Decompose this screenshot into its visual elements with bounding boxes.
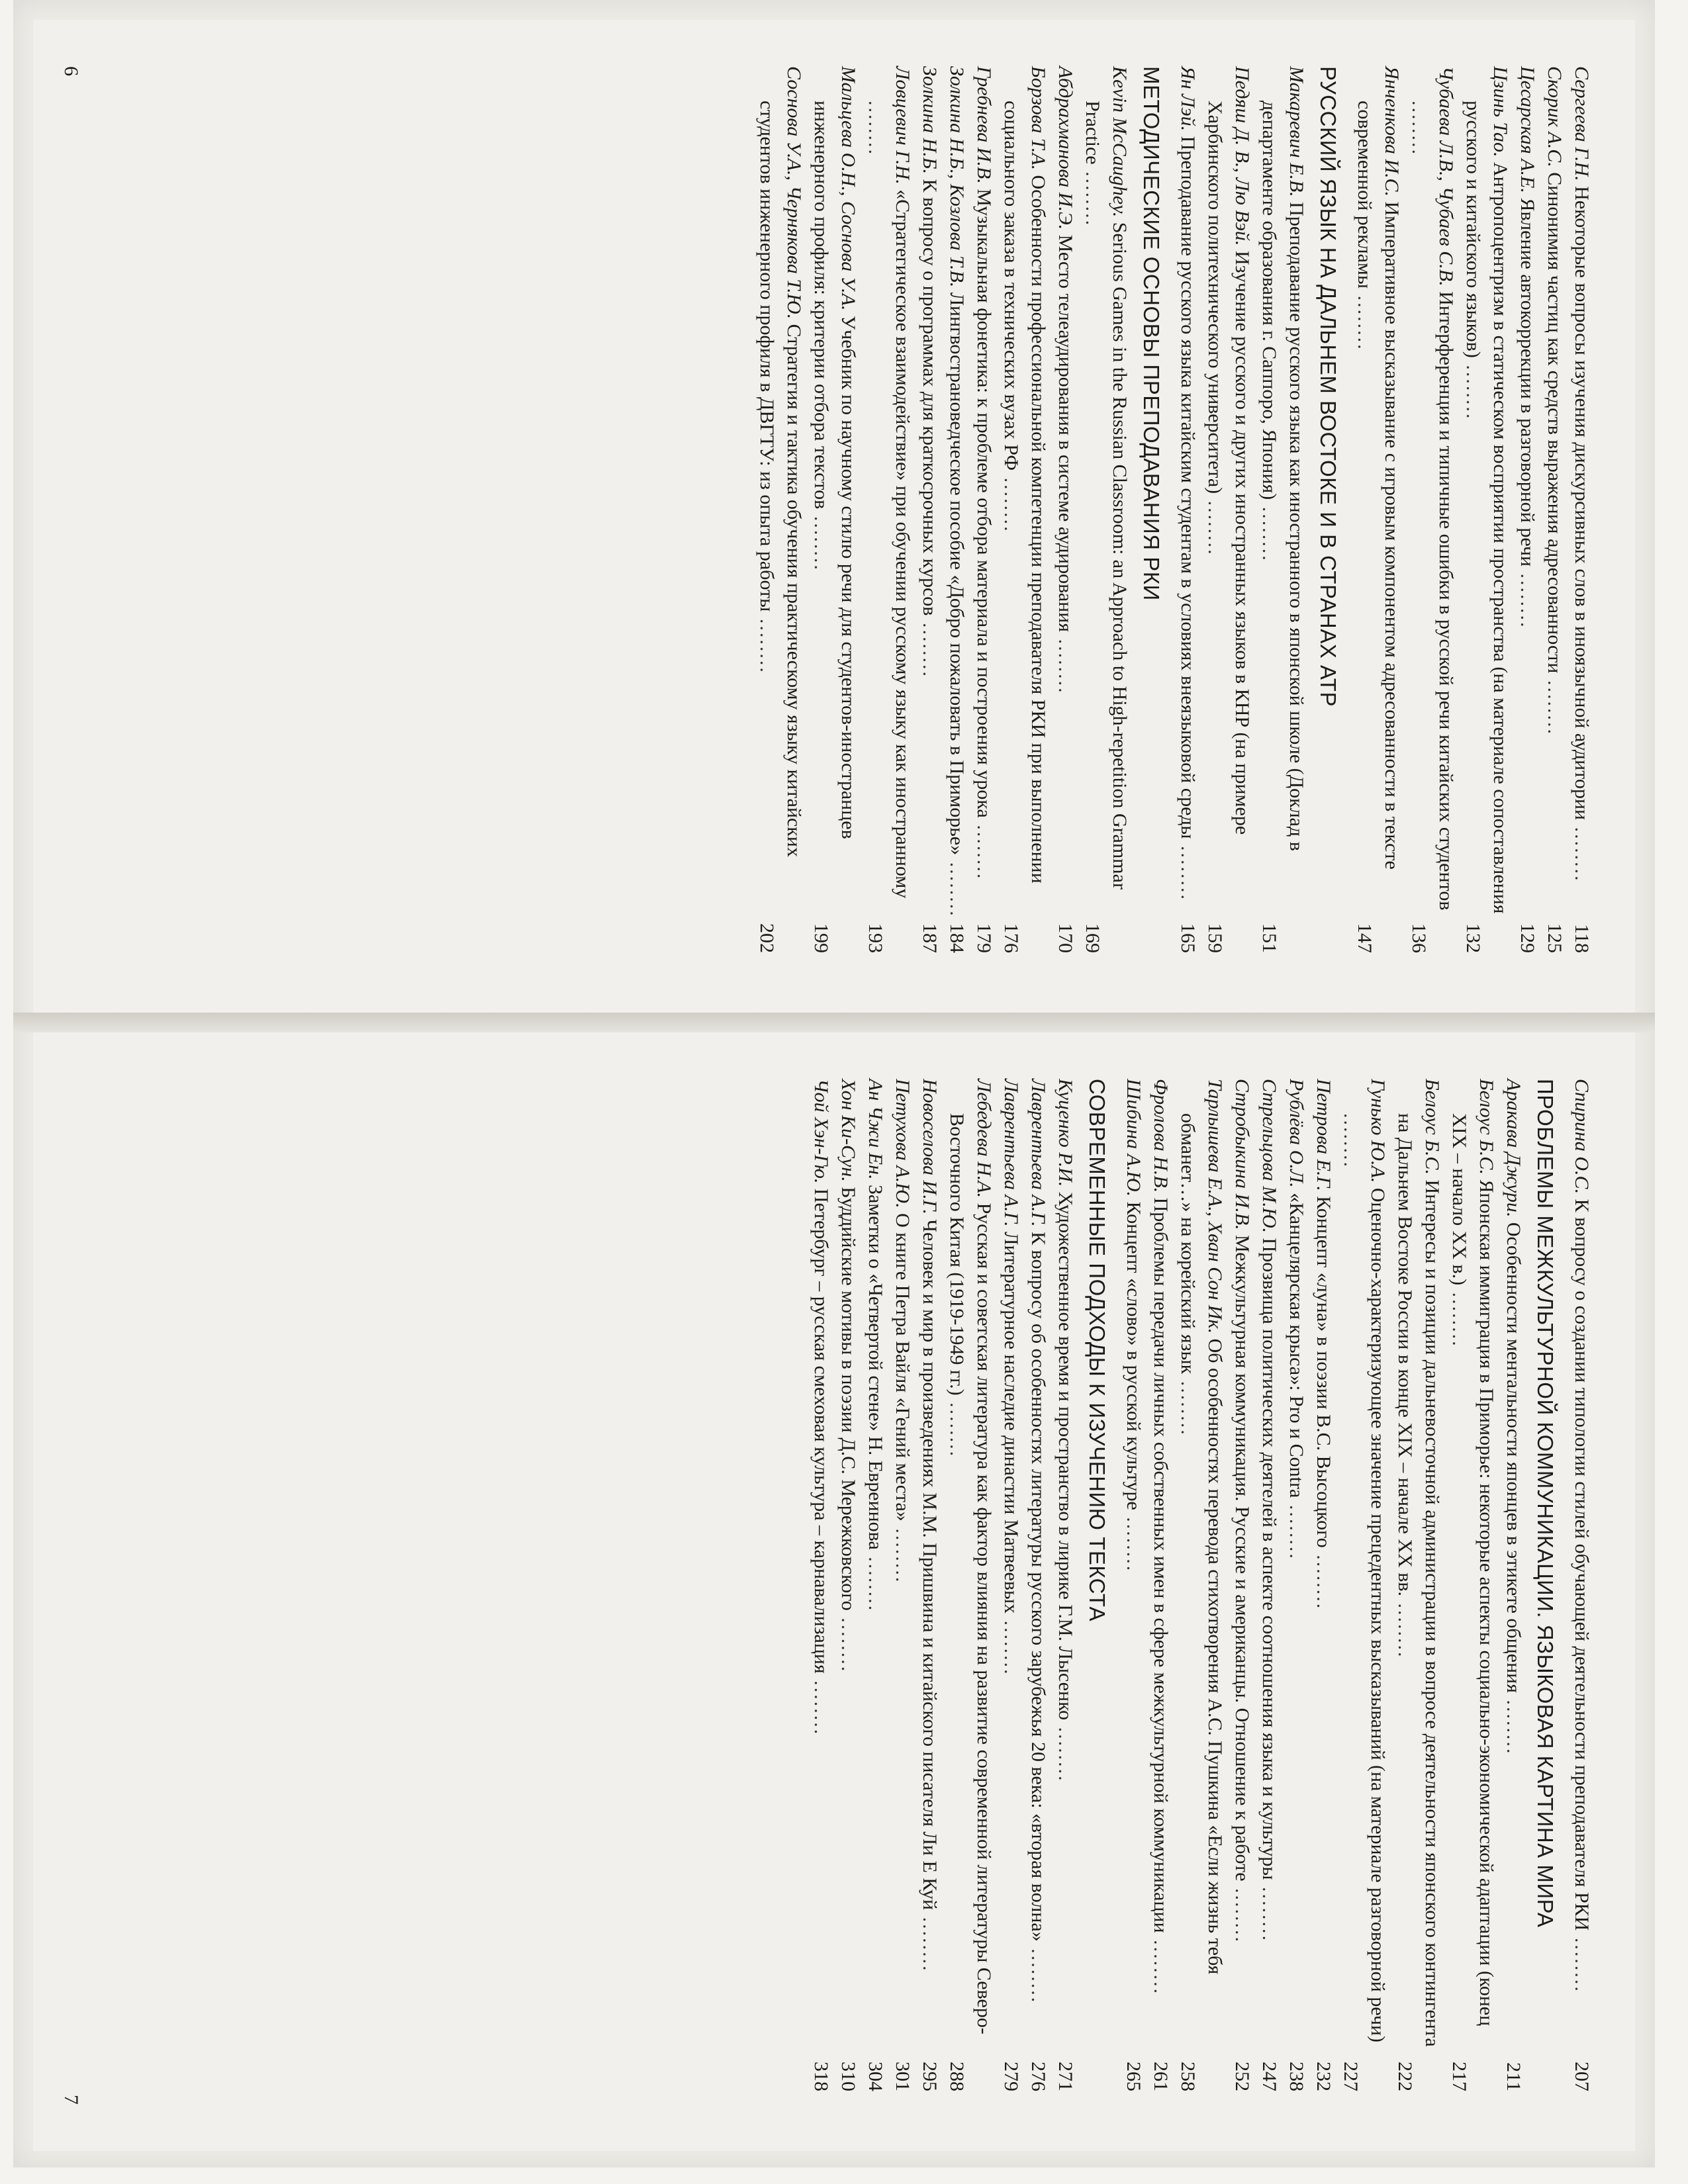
toc-entry-page-number: 301	[892, 2062, 914, 2091]
dot-leader: ........	[1448, 1285, 1470, 1348]
dot-leader: ........	[1055, 632, 1076, 695]
toc-entry-page-number: 304	[865, 2062, 886, 2091]
dot-leader: ........	[1354, 289, 1376, 351]
toc-entry-author: Петрова Е.Г.	[1313, 1079, 1335, 1191]
dot-leader: ........	[1150, 1933, 1172, 1996]
toc-entry	[1541, 66, 1568, 953]
toc-entry-page-number: 125	[1544, 923, 1566, 953]
toc-entry	[1147, 1079, 1174, 2091]
toc-entry	[1405, 66, 1460, 953]
toc-entry	[1500, 1079, 1527, 2091]
toc-entry-page-number: 265	[1123, 2062, 1145, 2091]
toc-entry-page-number: 176	[1000, 923, 1022, 953]
toc-entry	[862, 1079, 889, 2091]
toc-entry-title: Заметки о «Четвертой стене» Н. Евреинова	[865, 1185, 886, 1550]
toc-entry-title: Преподавание русского языка китайским студентам в условиях внеязыковой среды	[1177, 136, 1199, 839]
toc-entry-text	[889, 1079, 916, 2058]
toc-entry-title: Литературное наследие династии Матвеевых	[1000, 1232, 1022, 1614]
toc-entry-text	[1568, 1079, 1595, 2058]
toc-entry-author: Борзова Т.А.	[1027, 66, 1049, 171]
toc-entry	[1256, 1079, 1283, 2091]
toc-entry-text	[916, 1079, 943, 2058]
section-heading: ПРОБЛЕМЫ МЕЖКУЛЬТУРНОЙ КОММУНИКАЦИИ. ЯЗЫКОВАЯ КАРТИНА МИРА	[1533, 1079, 1558, 1928]
toc-entry-text	[1283, 1079, 1310, 2058]
dot-leader: ........	[1258, 1880, 1280, 1942]
toc-entry-title: Проблемы передачи личных собственных имен в сфере межкультурной коммуникации	[1150, 1197, 1172, 1933]
toc-entry-title: «Стратегическое взаимодействие» при обучении русскому языку как иностранному	[892, 189, 914, 899]
toc-entry-text	[808, 1079, 835, 2058]
toc-entry-text	[1541, 66, 1568, 919]
toc-entry-title: Межкультурная коммуникация. Русские и американцы. Отношение к работе	[1231, 1235, 1253, 1882]
toc-entry-author: Скорик А.С.	[1544, 66, 1566, 167]
toc-entry-author: Золкина Н.Б., Козлова Т.В.	[946, 66, 968, 288]
toc-entry-page-number: 217	[1448, 2062, 1470, 2091]
toc-entry-page-number: 159	[1204, 923, 1226, 953]
toc-entry-text	[1460, 66, 1514, 919]
toc-entry-title: К вопросу о создании типологии стилей обучающей деятельности преподавателя РКИ	[1571, 1199, 1593, 1931]
toc-entry-author: Мальцева О.Н., Соснова У.А.	[837, 66, 859, 311]
dot-leader: ........	[1286, 1498, 1307, 1561]
toc-entry-title: Оценочно-характеризующее значение прецедентных высказываний (на материале разговорной речи)	[1367, 1187, 1389, 2043]
toc-entry	[1025, 1079, 1052, 2091]
toc-entry-title: Некоторые вопросы изучения дискурсивных слов в иноязычной аудитории	[1571, 186, 1593, 821]
toc-entry	[998, 66, 1052, 953]
toc-entry-author: Лаврентьева А.Г.	[1027, 1079, 1049, 1227]
toc-entry-text	[1174, 66, 1201, 919]
toc-entry-page-number: 118	[1571, 924, 1593, 953]
toc-entry	[862, 66, 916, 953]
toc-entry-page-number: 132	[1462, 923, 1484, 953]
toc-entry-title: Концепт «слово» в русской культуре	[1123, 1201, 1145, 1510]
toc-entry-author: Абдрахманова И.Э.	[1055, 66, 1076, 230]
toc-entry-title: Место телеаудирования в системе аудирования	[1055, 234, 1076, 633]
toc-entry-text	[862, 1079, 889, 2058]
toc-entry	[1052, 1079, 1079, 2091]
toc-entry-author: Лебедева Н.А.	[973, 1079, 995, 1199]
toc-entry-author: Соснова У.А., Чернякова Т.Ю.	[783, 66, 805, 320]
dot-leader: ........	[1177, 839, 1199, 901]
toc-entry-title: Прозвища политических деятелей в аспекте соотношения языка и культуры	[1258, 1238, 1280, 1880]
toc-entry-title: Интересы и позиции дальневосточной администрации в вопросе деятельности японского контингента на Дальнем Востоке России в конце XIX – начале XX вв.	[1394, 1113, 1443, 2047]
toc-entry-author: Тарлышева Е.А., Хван Сон Ик.	[1204, 1079, 1226, 1334]
toc-entry-page-number: 232	[1313, 2062, 1335, 2091]
toc-entry	[1079, 66, 1133, 953]
toc-entry	[1310, 1079, 1337, 2091]
toc-entry-title: Особенности профессиональной компетенции преподавателя РКИ при выполнении социального заказа в технических вузах РФ	[1000, 101, 1049, 884]
toc-entry	[1120, 1079, 1147, 2091]
toc-entry-text	[753, 66, 808, 919]
toc-left	[33, 20, 1635, 1013]
toc-entry-author: Фролова Н.В.	[1150, 1079, 1172, 1193]
toc-entry-author: Лаврентьева А.Г.	[1000, 1079, 1022, 1227]
toc-entry-author: Золкина Н.Б.	[919, 66, 941, 174]
toc-entry-title: Русская и советская литература как фактор влияния на развитие современной литературы Северо-Восточного Китая (1919-1949 гг.)	[946, 1113, 995, 2034]
dot-leader: ........	[1204, 494, 1226, 557]
toc-entry-text	[1568, 66, 1595, 920]
toc-entry-page-number: 247	[1258, 2062, 1280, 2091]
toc-entry-page-number: 252	[1231, 2062, 1253, 2091]
toc-entry-text	[1337, 1079, 1391, 2058]
toc-entry-page-number: 179	[973, 923, 995, 953]
toc-entry-text	[998, 66, 1052, 919]
toc-entry-author: Рублёва О.Л.	[1286, 1079, 1307, 1188]
toc-entry-text	[1405, 66, 1460, 919]
toc-entry-page-number: 207	[1571, 2062, 1593, 2091]
toc-entry-page-number: 184	[946, 923, 968, 953]
toc-entry	[835, 1079, 862, 2091]
toc-entry	[1460, 66, 1514, 953]
toc-entry-page-number: 288	[946, 2062, 968, 2091]
toc-entry	[1174, 1079, 1229, 2091]
toc-entry-text	[1391, 1079, 1446, 2058]
toc-entry-page-number: 318	[810, 2062, 832, 2091]
book-gutter	[13, 1013, 1655, 1032]
toc-entry-author: Стробыкина И.В.	[1231, 1079, 1253, 1230]
dot-leader: ........	[1544, 673, 1566, 736]
toc-entry	[889, 1079, 916, 2091]
toc-entry-author: Цзинь Тао.	[1489, 66, 1511, 158]
toc-entry-title: Буддийские мотивы в поэзии Д.С. Мережковского	[837, 1187, 859, 1611]
dot-leader: ........	[892, 1521, 914, 1584]
dot-leader: ........	[810, 509, 832, 572]
toc-entry	[1446, 1079, 1500, 2091]
dot-leader: ........	[1517, 567, 1538, 629]
dot-leader: ........	[919, 615, 941, 678]
toc-entry-page-number: 129	[1517, 923, 1538, 953]
toc-entry	[998, 1079, 1025, 2091]
toc-entry	[943, 66, 970, 953]
toc-entry-page-number: 147	[1354, 923, 1376, 953]
toc-entry-title: Явление автокоррекции в разговорной речи	[1517, 198, 1538, 567]
dot-leader: ........	[865, 101, 886, 156]
toc-entry-page-number: 165	[1177, 923, 1199, 953]
toc-entry-title: Об особенностях перевода стихотворения А.С. Пушкина «Если жизнь тебя обманет…» на корейский язык	[1177, 1113, 1226, 1975]
toc-entry-author: Ан Чжи Ен.	[865, 1079, 886, 1180]
toc-entry-author: Ловцевич Г.Н.	[892, 66, 914, 185]
page-number-left: 6	[60, 66, 82, 76]
toc-entry-page-number: 202	[756, 923, 778, 953]
toc-entry-text	[916, 66, 943, 919]
toc-entry-title: Человек и мир в произведениях М.М. Пришвина и китайского писателя Ли Е Куй	[919, 1219, 941, 1911]
toc-entry-text	[1351, 66, 1405, 919]
toc-entry-page-number: 258	[1177, 2062, 1199, 2091]
toc-entry-text	[808, 66, 862, 919]
toc-entry	[916, 1079, 943, 2091]
toc-entry-title: Преподавание русского языка как иностранного в японской школе (Доклад в департаменте образования г. Саппоро, Япония)	[1258, 101, 1307, 851]
toc-entry-author: Педяш Д. В., Лю Вэй.	[1231, 66, 1253, 246]
toc-right	[33, 1032, 1635, 2151]
toc-entry	[1568, 1079, 1595, 2091]
toc-entry-page-number: 227	[1340, 2062, 1362, 2091]
toc-entry-text	[1120, 1079, 1147, 2058]
toc-entry-title: К вопросу об особенностях литературы русского зарубежья 20 века: «вторая волна»	[1027, 1232, 1049, 1942]
toc-entry-title: «Канцелярская крыса»: Pro и Contra	[1286, 1193, 1307, 1498]
dot-leader: ........	[1000, 471, 1022, 533]
toc-entry-text	[1025, 1079, 1052, 2058]
toc-entry	[1052, 66, 1079, 953]
toc-entry-author: Ян Лэй.	[1177, 66, 1199, 132]
toc-entry-author: Kevin McCaughey.	[1109, 66, 1131, 218]
dot-leader: ........	[1258, 500, 1280, 563]
toc-entry-title: О книге Петра Вайля «Гений места»	[892, 1213, 914, 1522]
toc-entry-text	[1052, 1079, 1079, 2058]
dot-leader: ........	[1340, 1113, 1362, 1169]
toc-entry-title: Учебник по научному стилю речи для студентов-иностранцев инженерного профиля: критерии отбора текстов	[810, 101, 859, 839]
toc-entry-page-number: 170	[1055, 923, 1076, 953]
toc-entry	[1229, 1079, 1256, 2091]
dot-leader: ........	[973, 817, 995, 881]
toc-entry-author: Гребнева И.В.	[973, 66, 995, 184]
toc-entry-author: Цесарская А.Е.	[1517, 66, 1538, 193]
dot-leader: ........	[1571, 820, 1593, 883]
toc-entry-author: Спирина О.С.	[1571, 1079, 1593, 1195]
toc-entry-author: Новоселова И.Г.	[919, 1079, 941, 1215]
toc-entry-author: Белоус Б.С.	[1476, 1079, 1497, 1175]
toc-entry-author: Макаревич Е.В.	[1286, 66, 1307, 197]
toc-entry-title: Художественное время и пространство в лирике Г.М. Лысенко	[1055, 1191, 1076, 1721]
toc-entry-title: Лингвострановедческое пособие «Добро пожаловать в Приморье»	[946, 292, 968, 856]
dot-leader: ........	[919, 1910, 941, 1973]
dot-leader: ........	[865, 1549, 886, 1613]
toc-entry-title: Императивное высказывание с игровым компонентом адресованности в тексте современной рекламы	[1354, 101, 1403, 870]
toc-entry	[1256, 66, 1310, 953]
toc-entry-text	[1052, 66, 1079, 919]
toc-entry-page-number: 271	[1055, 2062, 1076, 2091]
toc-entry-text	[1310, 1079, 1337, 2058]
toc-entry-page-number: 295	[919, 2062, 941, 2091]
toc-entry-title: Японская иммиграция в Приморье: некоторые аспекты социально-экономической адаптации (конец XIX – начало XX в.)	[1448, 1113, 1497, 2026]
toc-entry	[943, 1079, 998, 2091]
dot-leader: ........	[1177, 1374, 1199, 1437]
toc-entry	[808, 1079, 835, 2091]
dot-leader: ........	[1000, 1614, 1022, 1676]
toc-entry-text	[1147, 1079, 1174, 2058]
toc-entry-author: Шибина А.Ю.	[1123, 1079, 1145, 1197]
toc-entry-title: К вопросу о программах для краткосрочных курсов	[919, 179, 941, 616]
toc-entry-text	[1514, 66, 1541, 919]
toc-entry-page-number: 187	[919, 923, 941, 953]
toc-entry-text	[998, 1079, 1025, 2058]
toc-entry-title: Изучение русского и других иностранных языков в КНР (на примере Харбинского политехнического университета)	[1204, 101, 1253, 835]
section-heading: РУССКИЙ ЯЗЫК НА ДАЛЬНЕМ ВОСТОКЕ И В СТРАНАХ АТР	[1316, 66, 1340, 707]
toc-entry-text	[835, 1079, 862, 2058]
dot-leader: ........	[1313, 1547, 1335, 1611]
toc-entry-text	[1201, 66, 1256, 919]
toc-entry-title: Петербург – русская смеховая культура – карнавализация	[810, 1188, 832, 1674]
section-heading: СОВРЕМЕННЫЕ ПОДХОДЫ К ИЗУЧЕНИЮ ТЕКСТА	[1085, 1079, 1109, 1621]
toc-entry	[1351, 66, 1405, 953]
toc-entry-title: Антропоцентризм в статическом восприятии пространства (на материале сопоставления русского и китайского языков)	[1462, 101, 1511, 914]
toc-entry-page-number: 151	[1258, 923, 1280, 953]
toc-entry-page-number: 169	[1082, 923, 1103, 953]
dot-leader: ........	[837, 1610, 859, 1674]
section-heading: МЕТОДИЧЕСКИЕ ОСНОВЫ ПРЕПОДАВАНИЯ РКИ	[1139, 66, 1164, 601]
toc-entry	[1283, 1079, 1310, 2091]
toc-entry-text	[1446, 1079, 1500, 2058]
dot-leader: ........	[1231, 1881, 1253, 1944]
dot-leader: ........	[1055, 1720, 1076, 1783]
toc-entry-text	[943, 1079, 998, 2058]
dot-leader: ........	[1082, 164, 1103, 228]
page-right	[33, 1032, 1635, 2151]
toc-entry-title: Музыкальная фонетика: к проблеме отбора материала и построения урока	[973, 189, 995, 818]
dot-leader: ........	[946, 855, 968, 918]
dot-leader: ........	[1394, 1596, 1416, 1659]
toc-entry-text	[1256, 66, 1310, 919]
toc-entry	[808, 66, 862, 953]
toc-entry-text	[1079, 66, 1133, 919]
dot-leader: ........	[756, 612, 778, 674]
dot-leader: ........	[810, 1673, 832, 1737]
page-right-rotated	[33, 1032, 1635, 2151]
toc-entry	[1337, 1079, 1391, 2091]
toc-entry	[753, 66, 808, 953]
dot-leader: ........	[946, 1395, 968, 1459]
toc-entry-author: Стрельцова М.Ю.	[1258, 1079, 1280, 1234]
toc-entry	[1391, 1079, 1446, 2091]
toc-entry-title: Serious Games in the Russian Classroom: an Approach to High-repetition Grammar Practice	[1082, 101, 1131, 889]
toc-entry-author: Белоус Б.С.	[1421, 1079, 1443, 1175]
toc-entry-page-number: 211	[1503, 2062, 1524, 2091]
toc-entry-text	[862, 66, 916, 919]
dot-leader: ........	[1408, 101, 1430, 156]
toc-entry-text	[1174, 1079, 1229, 2058]
toc-entry-title: Особенности ментальности японцев в этикете общения	[1503, 1222, 1524, 1693]
toc-entry	[1514, 66, 1541, 953]
toc-entry	[916, 66, 943, 953]
book-spread	[13, 0, 1655, 2167]
dot-leader: ........	[1462, 357, 1484, 421]
toc-entry-page-number: 276	[1027, 2062, 1049, 2091]
toc-entry-page-number: 310	[837, 2062, 859, 2091]
toc-entry-author: Аракава Джури.	[1503, 1079, 1524, 1218]
toc-entry-author: Чубаева Л.В., Чубаев С.В.	[1435, 66, 1457, 287]
toc-entry	[1174, 66, 1201, 953]
toc-entry-title: Концепт «луна» в поэзии В.С. Высоцкого	[1313, 1196, 1335, 1548]
toc-entry	[1568, 66, 1595, 953]
toc-entry-author: Чой Хэн-Гю.	[810, 1079, 832, 1184]
toc-entry-text	[970, 66, 998, 919]
dot-leader: ........	[1503, 1693, 1524, 1756]
toc-entry-page-number: 222	[1394, 2062, 1416, 2091]
toc-entry-title: Синонимия частиц как средств выражения адресованности	[1544, 172, 1566, 674]
toc-entry-text	[1229, 1079, 1256, 2058]
toc-entry-author: Гунько Ю.А.	[1367, 1079, 1389, 1183]
page-number-right: 7	[60, 2095, 82, 2105]
toc-entry-page-number: 136	[1408, 923, 1430, 953]
toc-entry-page-number: 238	[1286, 2062, 1307, 2091]
dot-leader: ........	[1027, 1941, 1049, 2005]
toc-entry-page-number: 279	[1000, 2062, 1022, 2091]
toc-entry-text	[943, 66, 970, 919]
page-left	[33, 20, 1635, 1014]
toc-entry-author: Хон Ки-Сун.	[837, 1079, 859, 1182]
toc-entry-page-number: 199	[810, 923, 832, 953]
toc-entry-title: Стратегия и тактика обучения практическому языку китайских студентов инженерного профиля в ДВГТУ: из опыта работы	[756, 101, 805, 857]
toc-entry	[970, 66, 998, 953]
dot-leader: ........	[1571, 1931, 1593, 1993]
toc-entry-author: Янченкова И.С.	[1381, 66, 1403, 197]
page-left-rotated	[33, 20, 1635, 1013]
toc-entry	[1201, 66, 1256, 953]
toc-entry-title: Интерференция и типичные ошибки в русской речи китайских студентов	[1435, 291, 1457, 911]
toc-entry-text	[1500, 1079, 1527, 2058]
toc-entry-text	[1256, 1079, 1283, 2058]
toc-entry-page-number: 193	[865, 923, 886, 953]
dot-leader: ........	[1123, 1510, 1145, 1573]
toc-entry-author: Сергеева Г.Н.	[1571, 66, 1593, 181]
toc-entry-author: Куценко Р.И.	[1055, 1079, 1076, 1187]
toc-entry-author: Петухова А.Ю.	[892, 1079, 914, 1208]
toc-entry-page-number: 261	[1150, 2062, 1172, 2091]
